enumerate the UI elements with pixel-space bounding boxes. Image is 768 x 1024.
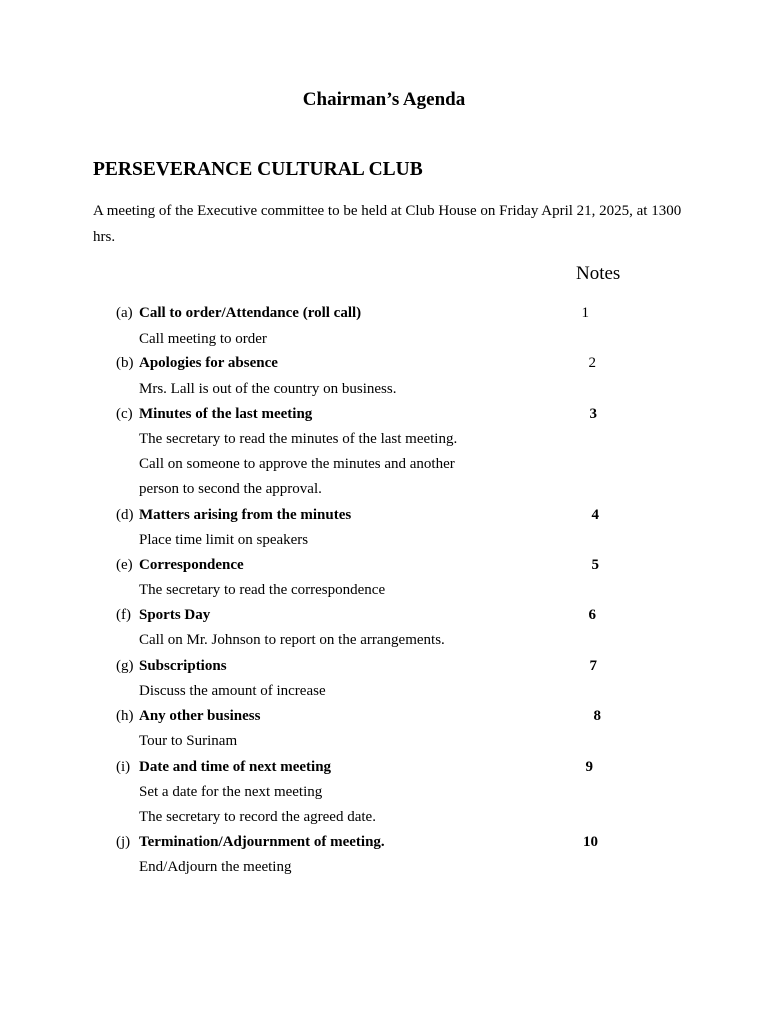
agenda-item-letter: (f) bbox=[116, 607, 131, 623]
agenda-item-detail: The secretary to record the agreed date. bbox=[139, 809, 376, 825]
agenda-item-heading: Correspondence bbox=[139, 557, 244, 573]
agenda-item-note-number: 6 bbox=[588, 607, 596, 623]
agenda-item-letter: (b) bbox=[116, 355, 134, 371]
agenda-item-letter: (h) bbox=[116, 708, 134, 724]
agenda-item-note-number: 9 bbox=[585, 759, 593, 775]
agenda-item-heading: Apologies for absence bbox=[139, 355, 278, 371]
agenda-item-letter: (i) bbox=[116, 759, 131, 775]
agenda-item-detail: Call on someone to approve the minutes and another bbox=[139, 456, 455, 472]
notes-header: Notes bbox=[576, 263, 621, 284]
agenda-item-letter: (c) bbox=[116, 406, 133, 422]
agenda-item-note-number: 4 bbox=[591, 507, 599, 523]
agenda-item-note-number: 3 bbox=[589, 406, 597, 422]
agenda-item-note-number: 2 bbox=[588, 355, 596, 371]
agenda-item-detail: person to second the approval. bbox=[139, 481, 322, 497]
agenda-item-detail: The secretary to read the correspondence bbox=[139, 582, 386, 598]
agenda-item-heading: Sports Day bbox=[139, 607, 211, 623]
agenda-item-heading: Minutes of the last meeting bbox=[139, 406, 313, 422]
agenda-item-detail: Discuss the amount of increase bbox=[139, 683, 326, 699]
agenda-item-heading: Date and time of next meeting bbox=[139, 759, 332, 775]
agenda-item-heading: Subscriptions bbox=[139, 658, 227, 674]
page-title: Chairman’s Agenda bbox=[302, 89, 466, 110]
agenda-item-detail: Mrs. Lall is out of the country on business. bbox=[139, 381, 397, 397]
agenda-item-heading: Termination/Adjournment of meeting. bbox=[139, 834, 385, 850]
agenda-item-detail: Tour to Surinam bbox=[139, 733, 238, 749]
agenda-item-heading: Any other business bbox=[139, 708, 261, 724]
agenda-item-letter: (j) bbox=[116, 834, 131, 850]
agenda-item-note-number: 7 bbox=[589, 658, 597, 674]
agenda-item-detail: Call meeting to order bbox=[139, 331, 267, 347]
agenda-item-note-number: 8 bbox=[593, 708, 601, 724]
agenda-item-detail: Set a date for the next meeting bbox=[139, 784, 323, 800]
agenda-item-letter: (a) bbox=[116, 305, 133, 321]
agenda-item-letter: (d) bbox=[116, 507, 134, 523]
agenda-item-note-number: 10 bbox=[583, 834, 598, 850]
agenda-item-detail: Place time limit on speakers bbox=[139, 532, 309, 548]
agenda-item-note-number: 1 bbox=[581, 305, 589, 321]
agenda-item-letter: (e) bbox=[116, 557, 133, 573]
agenda-item-detail: End/Adjourn the meeting bbox=[139, 859, 292, 875]
agenda-item-detail: The secretary to read the minutes of the last meeting. bbox=[139, 431, 458, 447]
club-name: PERSEVERANCE CULTURAL CLUB bbox=[93, 159, 423, 180]
agenda-item-heading: Matters arising from the minutes bbox=[139, 507, 352, 523]
agenda-item-letter: (g) bbox=[116, 658, 134, 674]
meeting-intro: A meeting of the Executive committee to be held at Club House on Friday April 21, 2025, at 1300 hrs. bbox=[93, 203, 682, 245]
agenda-item-detail: Call on Mr. Johnson to report on the arrangements. bbox=[139, 632, 445, 648]
agenda-item-heading: Call to order/Attendance (roll call) bbox=[139, 305, 362, 321]
agenda-item-note-number: 5 bbox=[591, 557, 599, 573]
